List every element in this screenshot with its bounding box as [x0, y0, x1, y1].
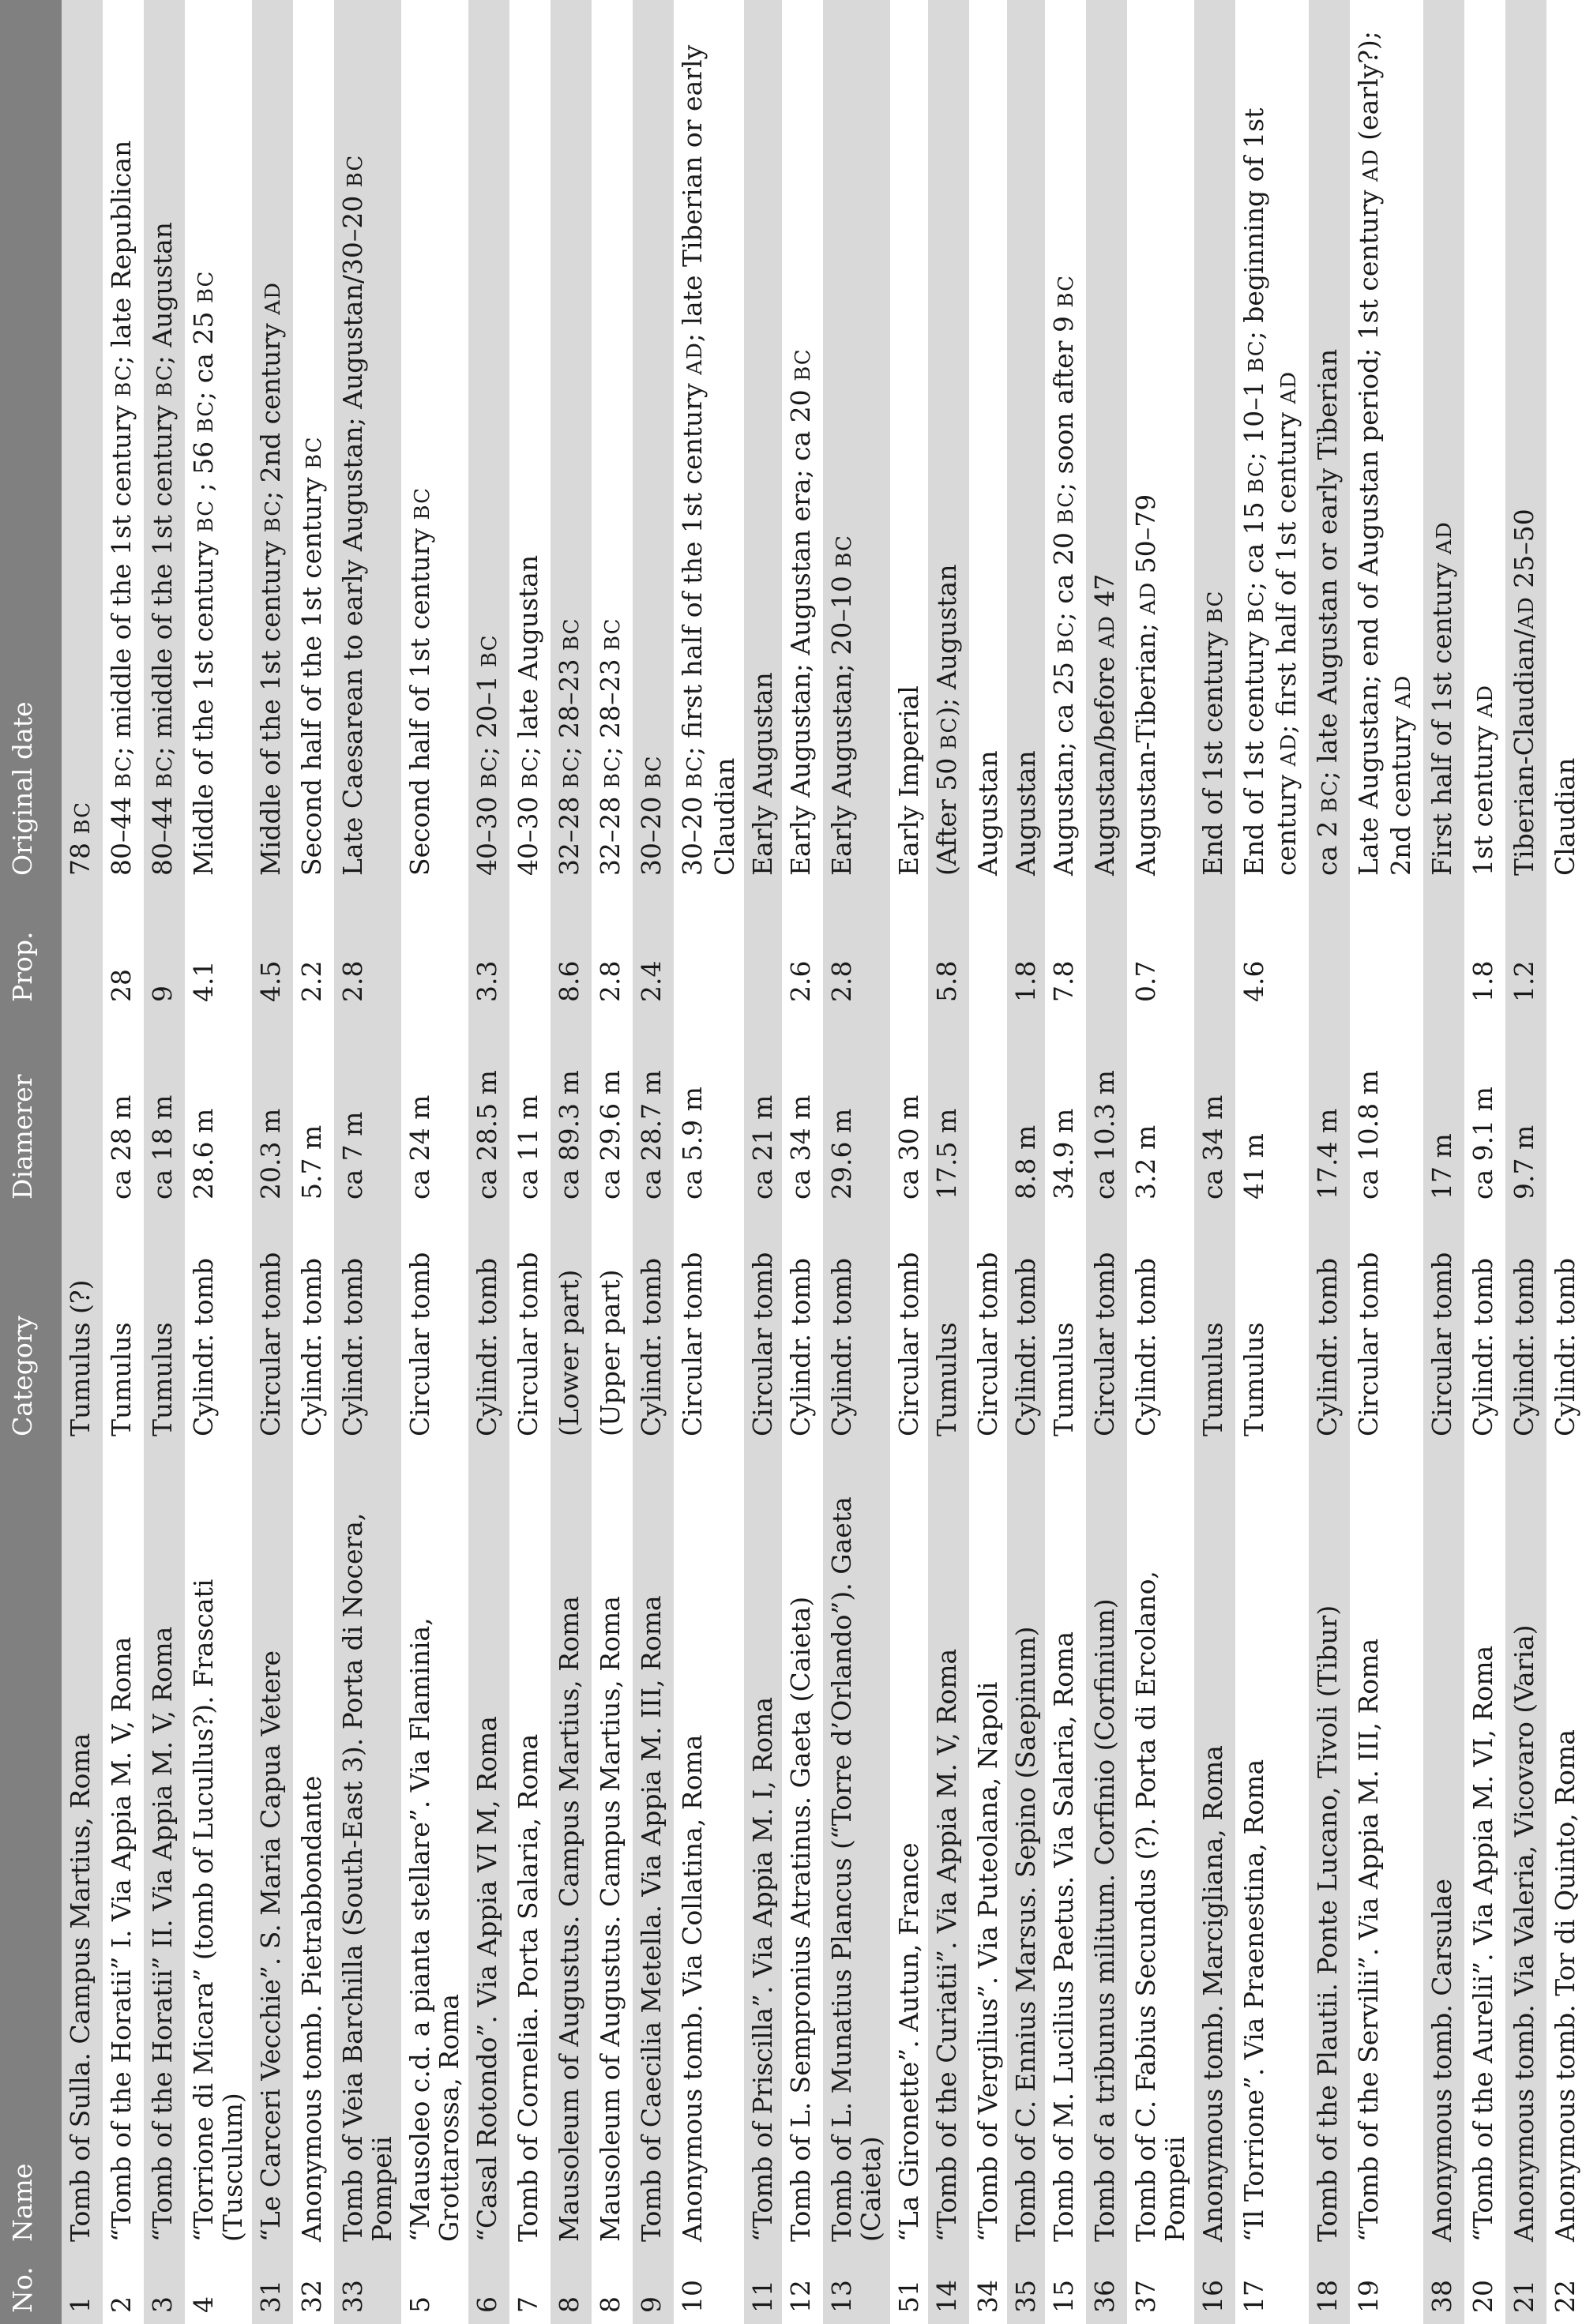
table-row — [1127, 0, 1194, 2324]
cell-no: 32 — [293, 2253, 334, 2324]
cell-prop: 1.8 — [1464, 887, 1505, 1013]
cell-name: “Tomb of the Servilii”. Via Appia M. III, Roma — [1350, 1447, 1423, 2253]
cell-name: Tomb of L. Munatius Plancus (“Torre d’Orlando”). Gaeta (Caieta) — [823, 1447, 890, 2253]
cell-category: Circular tomb — [1350, 1211, 1423, 1447]
cell-no: 34 — [969, 2253, 1007, 2324]
cell-prop — [674, 887, 744, 1013]
cell-diameter: ca 9.1 m — [1464, 1013, 1505, 1211]
cell-name: Tomb of Caecilia Metella. Via Appia M. III, Roma — [633, 1447, 674, 2253]
cell-no: 14 — [928, 2253, 969, 2324]
cell-diameter: 3.2 m — [1127, 1013, 1194, 1211]
cell-diameter: 17.4 m — [1309, 1013, 1350, 1211]
cell-name: Tomb of C. Ennius Marsus. Sepino (Saepinum) — [1007, 1447, 1045, 2253]
cell-category: Cylindr. tomb — [1505, 1211, 1547, 1447]
cell-name: “Le Carceri Vecchie”. S. Maria Capua Vetere — [252, 1447, 293, 2253]
cell-prop: 2.8 — [334, 887, 401, 1013]
cell-diameter: ca 34 m — [1194, 1013, 1235, 1211]
cell-name: “Tomb of the Curiatii”. Via Appia M. V, Roma — [928, 1447, 969, 2253]
table-body — [62, 0, 1584, 2324]
cell-name: “Torrione di Micara” (tomb of Lucullus?). Frascati (Tusculum) — [185, 1447, 252, 2253]
cell-original-date: Augustan — [969, 0, 1007, 887]
cell-category: Circular tomb — [401, 1211, 468, 1447]
cell-category: Cylindr. tomb — [1547, 1211, 1584, 1447]
cell-name: “Mausoleo c.d. a pianta stellare”. Via Flaminia, Grottarossa, Roma — [401, 1447, 468, 2253]
cell-name: “Tomb of the Horatii” I. Via Appia M. V, Roma — [103, 1447, 144, 2253]
cell-category: Circular tomb — [1423, 1211, 1464, 1447]
cell-no: 9 — [633, 2253, 674, 2324]
cell-name: “Tomb of the Horatii” II. Via Appia M. V, Roma — [144, 1447, 185, 2253]
table-row — [334, 0, 401, 2324]
table-row — [1309, 0, 1350, 2324]
header-name: Name — [0, 1447, 62, 2253]
cell-no: 33 — [334, 2253, 401, 2324]
table-row — [1086, 0, 1127, 2324]
cell-name: “Tomb of Priscilla”. Via Appia M. I, Roma — [744, 1447, 782, 2253]
cell-no: 3 — [144, 2253, 185, 2324]
table-row — [744, 0, 782, 2324]
cell-no: 31 — [252, 2253, 293, 2324]
cell-original-date: Second half of the 1st century BC — [293, 0, 334, 887]
table-row — [633, 0, 674, 2324]
cell-prop: 2.8 — [592, 887, 633, 1013]
table-row — [1547, 0, 1584, 2324]
cell-no: 22 — [1547, 2253, 1584, 2324]
cell-prop — [1194, 887, 1235, 1013]
table-row — [890, 0, 928, 2324]
cell-category: Circular tomb — [890, 1211, 928, 1447]
cell-name: Tomb of L. Sempronius Atratinus. Gaeta (Caieta) — [782, 1447, 823, 2253]
cell-original-date: Second half of 1st century BC — [401, 0, 468, 887]
cell-diameter: ca 11 m — [509, 1013, 551, 1211]
cell-category: Cylindr. tomb — [1007, 1211, 1045, 1447]
cell-diameter: 5.7 m — [293, 1013, 334, 1211]
table-row — [674, 0, 744, 2324]
cell-original-date: Augustan — [1007, 0, 1045, 887]
cell-diameter: 41 m — [1235, 1013, 1309, 1211]
cell-category: (Lower part) — [551, 1211, 592, 1447]
cell-prop: 2.2 — [293, 887, 334, 1013]
table-row — [103, 0, 144, 2324]
cell-no: 1 — [62, 2253, 103, 2324]
table-row — [468, 0, 509, 2324]
cell-prop — [890, 887, 928, 1013]
cell-category: Circular tomb — [509, 1211, 551, 1447]
cell-no: 16 — [1194, 2253, 1235, 2324]
header-no: No. — [0, 2253, 62, 2324]
cell-original-date: 80–44 BC; middle of the 1st century BC; Augustan — [144, 0, 185, 887]
cell-category: Cylindr. tomb — [782, 1211, 823, 1447]
cell-prop: 28 — [103, 887, 144, 1013]
cell-name: Tomb of C. Fabius Secundus (?). Porta di Ercolano, Pompeii — [1127, 1447, 1194, 2253]
cell-category: Cylindr. tomb — [1127, 1211, 1194, 1447]
cell-original-date: Middle of the 1st century BC; 2nd century AD — [252, 0, 293, 887]
cell-prop — [62, 887, 103, 1013]
cell-prop — [1423, 887, 1464, 1013]
cell-prop: 2.6 — [782, 887, 823, 1013]
cell-prop: 2.8 — [823, 887, 890, 1013]
cell-prop: 3.3 — [468, 887, 509, 1013]
table-row — [509, 0, 551, 2324]
cell-original-date: Early Augustan; 20–10 BC — [823, 0, 890, 887]
cell-original-date: Middle of the 1st century BC ; 56 BC; ca 25 BC — [185, 0, 252, 887]
cell-diameter: ca 24 m — [401, 1013, 468, 1211]
cell-original-date: Augustan-Tiberian; AD 50–79 — [1127, 0, 1194, 887]
cell-diameter: ca 28.7 m — [633, 1013, 674, 1211]
cell-prop: 8.6 — [551, 887, 592, 1013]
cell-category: Cylindr. tomb — [1464, 1211, 1505, 1447]
cell-diameter: ca 7 m — [334, 1013, 401, 1211]
cell-original-date: 32–28 BC; 28–23 BC — [551, 0, 592, 887]
table-row — [252, 0, 293, 2324]
cell-original-date: Early Imperial — [890, 0, 928, 887]
cell-diameter: ca 28 m — [103, 1013, 144, 1211]
cell-diameter: 34.9 m — [1045, 1013, 1086, 1211]
cell-prop — [1547, 887, 1584, 1013]
table-row — [1194, 0, 1235, 2324]
cell-prop — [1309, 887, 1350, 1013]
cell-no: 35 — [1007, 2253, 1045, 2324]
cell-name: Tomb of Sulla. Campus Martius, Roma — [62, 1447, 103, 2253]
table-row — [1423, 0, 1464, 2324]
cell-diameter: 20.3 m — [252, 1013, 293, 1211]
cell-category: Cylindr. tomb — [185, 1211, 252, 1447]
cell-name: “Il Torrione”. Via Praenestina, Roma — [1235, 1447, 1309, 2253]
cell-category: Circular tomb — [969, 1211, 1007, 1447]
cell-category: Cylindr. tomb — [633, 1211, 674, 1447]
cell-original-date: 1st century AD — [1464, 0, 1505, 887]
cell-no: 12 — [782, 2253, 823, 2324]
table-row — [1464, 0, 1505, 2324]
cell-diameter: ca 10.8 m — [1350, 1013, 1423, 1211]
cell-category: Circular tomb — [1086, 1211, 1127, 1447]
cell-diameter: ca 34 m — [782, 1013, 823, 1211]
table-row — [1007, 0, 1045, 2324]
table-row — [592, 0, 633, 2324]
cell-original-date: ca 2 BC; late Augustan or early Tiberian — [1309, 0, 1350, 887]
cell-no: 10 — [674, 2253, 744, 2324]
cell-no: 36 — [1086, 2253, 1127, 2324]
header-original-date: Original date — [0, 0, 62, 887]
table-row — [1505, 0, 1547, 2324]
cell-diameter: ca 10.3 m — [1086, 1013, 1127, 1211]
cell-original-date: End of 1st century BC — [1194, 0, 1235, 887]
cell-name: Tomb of a tribunus militum. Corfinio (Corfinium) — [1086, 1447, 1127, 2253]
cell-name: “Casal Rotondo”. Via Appia VI M, Roma — [468, 1447, 509, 2253]
cell-no: 18 — [1309, 2253, 1350, 2324]
table-row — [144, 0, 185, 2324]
cell-original-date: 78 BC — [62, 0, 103, 887]
cell-no: 6 — [468, 2253, 509, 2324]
cell-prop: 0.7 — [1127, 887, 1194, 1013]
cell-no: 4 — [185, 2253, 252, 2324]
cell-no: 2 — [103, 2253, 144, 2324]
cell-original-date: 32–28 BC; 28–23 BC — [592, 0, 633, 887]
cell-no: 7 — [509, 2253, 551, 2324]
cell-original-date: First half of 1st century AD — [1423, 0, 1464, 887]
cell-category: (Upper part) — [592, 1211, 633, 1447]
cell-name: Tomb of Cornelia. Porta Salaria, Roma — [509, 1447, 551, 2253]
cell-original-date: Claudian — [1547, 0, 1584, 887]
cell-no: 38 — [1423, 2253, 1464, 2324]
cell-category: Circular tomb — [674, 1211, 744, 1447]
cell-original-date: 40–30 BC; 20–1 BC — [468, 0, 509, 887]
cell-category: Cylindr. tomb — [1309, 1211, 1350, 1447]
table-row — [928, 0, 969, 2324]
cell-prop: 4.6 — [1235, 887, 1309, 1013]
cell-prop — [744, 887, 782, 1013]
table-row — [1045, 0, 1086, 2324]
cell-category: Tumulus — [144, 1211, 185, 1447]
table-row — [62, 0, 103, 2324]
cell-category: Circular tomb — [744, 1211, 782, 1447]
cell-original-date: 40–30 BC; late Augustan — [509, 0, 551, 887]
table-row — [969, 0, 1007, 2324]
cell-diameter: ca 5.9 m — [674, 1013, 744, 1211]
cell-diameter: ca 21 m — [744, 1013, 782, 1211]
cell-original-date: Tiberian-Claudian/AD 25–50 — [1505, 0, 1547, 887]
table-header-row — [0, 0, 62, 2324]
header-category: Category — [0, 1211, 62, 1447]
cell-original-date: Early Augustan; Augustan era; ca 20 BC — [782, 0, 823, 887]
cell-no: 8 — [551, 2253, 592, 2324]
table-row — [782, 0, 823, 2324]
cell-diameter: 28.6 m — [185, 1013, 252, 1211]
cell-prop: 2.4 — [633, 887, 674, 1013]
cell-category: Tumulus — [1194, 1211, 1235, 1447]
cell-no: 37 — [1127, 2253, 1194, 2324]
cell-prop — [969, 887, 1007, 1013]
cell-name: Anonymous tomb. Via Valeria, Vicovaro (Varia) — [1505, 1447, 1547, 2253]
header-diameter: Diamerer — [0, 1013, 62, 1211]
cell-original-date: Late Caesarean to early Augustan; Augustan/30–20 BC — [334, 0, 401, 887]
cell-no: 5 — [401, 2253, 468, 2324]
cell-prop: 5.8 — [928, 887, 969, 1013]
cell-category: Cylindr. tomb — [468, 1211, 509, 1447]
cell-category: Tumulus — [1235, 1211, 1309, 1447]
cell-name: Tomb of M. Lucilius Paetus. Via Salaria, Roma — [1045, 1447, 1086, 2253]
cell-category: Tumulus — [928, 1211, 969, 1447]
cell-prop — [1350, 887, 1423, 1013]
cell-diameter: 29.6 m — [823, 1013, 890, 1211]
table-row — [401, 0, 468, 2324]
cell-name: Anonymous tomb. Pietrabbondante — [293, 1447, 334, 2253]
cell-name: Anonymous tomb. Via Collatina, Roma — [674, 1447, 744, 2253]
table-row — [1350, 0, 1423, 2324]
cell-prop — [1086, 887, 1127, 1013]
cell-prop: 9 — [144, 887, 185, 1013]
cell-prop: 1.8 — [1007, 887, 1045, 1013]
cell-category: Tumulus — [1045, 1211, 1086, 1447]
cell-no: 8 — [592, 2253, 633, 2324]
cell-original-date: 80–44 BC; middle of the 1st century BC; late Republican — [103, 0, 144, 887]
cell-diameter: ca 89.3 m — [551, 1013, 592, 1211]
cell-category: Circular tomb — [252, 1211, 293, 1447]
cell-name: Tomb of the Plautii. Ponte Lucano, Tivoli (Tibur) — [1309, 1447, 1350, 2253]
table-row — [185, 0, 252, 2324]
cell-original-date: End of 1st century BC; ca 15 BC; 10–1 BC; beginning of 1st century AD; first half of 1st century AD — [1235, 0, 1309, 887]
cell-name: “Tomb of the Aurelii”. Via Appia M. VI, Roma — [1464, 1447, 1505, 2253]
cell-no: 51 — [890, 2253, 928, 2324]
cell-diameter — [1547, 1013, 1584, 1211]
cell-no: 11 — [744, 2253, 782, 2324]
cell-category: Cylindr. tomb — [334, 1211, 401, 1447]
cell-name: Tomb of Veia Barchilla (South-East 3). Porta di Nocera, Pompeii — [334, 1447, 401, 2253]
cell-prop: 4.1 — [185, 887, 252, 1013]
cell-prop — [401, 887, 468, 1013]
cell-diameter: ca 28.5 m — [468, 1013, 509, 1211]
cell-category: Tumulus (?) — [62, 1211, 103, 1447]
cell-prop — [509, 887, 551, 1013]
cell-no: 20 — [1464, 2253, 1505, 2324]
cell-original-date: Augustan/before AD 47 — [1086, 0, 1127, 887]
cell-name: Mausoleum of Augustus. Campus Martius, Roma — [592, 1447, 633, 2253]
header-prop: Prop. — [0, 887, 62, 1013]
cell-no: 15 — [1045, 2253, 1086, 2324]
cell-original-date: 30–20 BC; first half of the 1st century AD; late Tiberian or early Claudian — [674, 0, 744, 887]
cell-name: Anonymous tomb. Carsulae — [1423, 1447, 1464, 2253]
cell-name: Mausoleum of Augustus. Campus Martius, Roma — [551, 1447, 592, 2253]
cell-name: “Tomb of Vergilius”. Via Puteolana, Napoli — [969, 1447, 1007, 2253]
cell-diameter: ca 18 m — [144, 1013, 185, 1211]
cell-name: Anonymous tomb. Marcigliana, Roma — [1194, 1447, 1235, 2253]
cell-original-date: 30–20 BC — [633, 0, 674, 887]
table-row — [293, 0, 334, 2324]
cell-diameter: ca 29.6 m — [592, 1013, 633, 1211]
cell-diameter: 17 m — [1423, 1013, 1464, 1211]
table-row — [823, 0, 890, 2324]
cell-diameter: 8.8 m — [1007, 1013, 1045, 1211]
cell-no: 13 — [823, 2253, 890, 2324]
cell-diameter — [62, 1013, 103, 1211]
cell-original-date: Augustan; ca 25 BC; ca 20 BC; soon after 9 BC — [1045, 0, 1086, 887]
cell-diameter: 9.7 m — [1505, 1013, 1547, 1211]
cell-category: Tumulus — [103, 1211, 144, 1447]
cell-category: Cylindr. tomb — [823, 1211, 890, 1447]
cell-diameter — [969, 1013, 1007, 1211]
cell-category: Cylindr. tomb — [293, 1211, 334, 1447]
cell-original-date: (After 50 BC); Augustan — [928, 0, 969, 887]
cell-no: 17 — [1235, 2253, 1309, 2324]
cell-original-date: Early Augustan — [744, 0, 782, 887]
cell-name: “La Gironette”. Autun, France — [890, 1447, 928, 2253]
cell-prop: 4.5 — [252, 887, 293, 1013]
cell-diameter: 17.5 m — [928, 1013, 969, 1211]
cell-no: 19 — [1350, 2253, 1423, 2324]
cell-name: Anonymous tomb. Tor di Quinto, Roma — [1547, 1447, 1584, 2253]
cell-prop: 7.8 — [1045, 887, 1086, 1013]
cell-prop: 1.2 — [1505, 887, 1547, 1013]
cell-diameter: ca 30 m — [890, 1013, 928, 1211]
table-row — [551, 0, 592, 2324]
cell-original-date: Late Augustan; end of Augustan period; 1st century AD (early?); 2nd century AD — [1350, 0, 1423, 887]
table-row — [1235, 0, 1309, 2324]
cell-no: 21 — [1505, 2253, 1547, 2324]
